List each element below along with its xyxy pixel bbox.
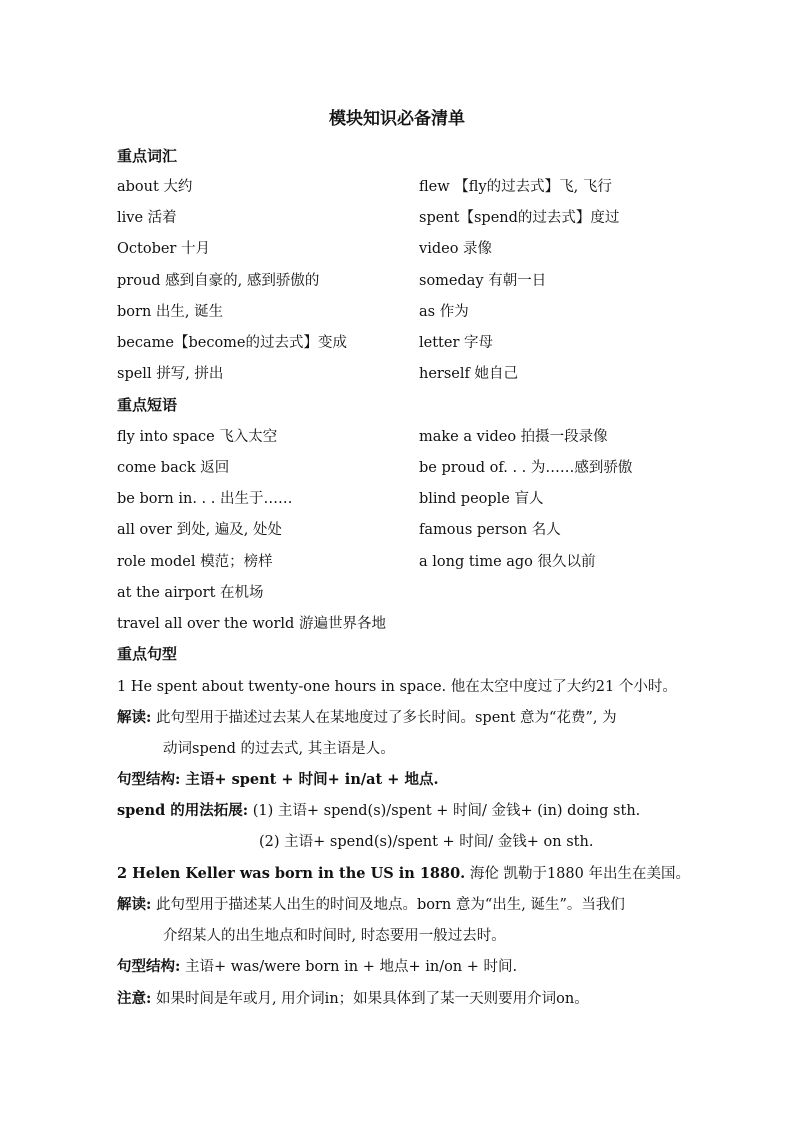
vocab-left: became【become的过去式】变成 bbox=[117, 335, 348, 351]
jiedu-text: 此句型用于描述过去某人在某地度过了多长时间。spent 意为“花费”, 为 bbox=[151, 710, 617, 726]
jiedu-text: 此句型用于描述某人出生的时间及地点。born 意为“出生, 诞生”。当我们 bbox=[151, 897, 625, 913]
vocab-row bbox=[117, 300, 677, 324]
phrase-row bbox=[117, 456, 677, 480]
vocab-row bbox=[117, 175, 677, 199]
page-title: 模块知识必备清单 bbox=[329, 109, 465, 129]
phrase-left: fly into space 飞入太空 bbox=[117, 429, 278, 445]
phrase-right: a long time ago 很久以前 bbox=[419, 554, 596, 570]
phrase-right: famous person 名人 bbox=[419, 522, 561, 538]
ext-item-1: (1) 主语+ spend(s)/spent + 时间/ 金钱+ (in) doing sth. bbox=[248, 803, 641, 819]
phrase-left: come back 返回 bbox=[117, 460, 230, 476]
vocab-right: herself 她自己 bbox=[419, 366, 518, 382]
spend-extension bbox=[117, 799, 687, 820]
struct-label: 句型结构: bbox=[117, 958, 181, 975]
sentence-2-en: 2 Helen Keller was born in the US in 1880. bbox=[117, 865, 466, 882]
sentence-2 bbox=[117, 862, 690, 883]
phrase-right: be proud of. . . 为……感到骄傲 bbox=[419, 460, 633, 476]
phrase-right: make a video 拍摄一段录像 bbox=[419, 429, 608, 445]
vocab-row bbox=[117, 237, 677, 261]
vocab-left: spell 拼写, 拼出 bbox=[117, 366, 224, 382]
sentence-1: 1 He spent about twenty-one hours in space. 他在太空中度过了大约21 个小时。 bbox=[117, 679, 677, 695]
jiedu-2 bbox=[117, 893, 687, 914]
vocab-right: someday 有朝一日 bbox=[419, 273, 547, 289]
ext-label: spend 的用法拓展: bbox=[117, 802, 249, 819]
phrase-left: role model 模范；榜样 bbox=[117, 554, 273, 570]
phrase-row bbox=[117, 612, 677, 636]
sentences-heading: 重点句型 bbox=[117, 645, 178, 663]
phrase-row bbox=[117, 487, 677, 511]
phrases-heading: 重点短语 bbox=[117, 396, 178, 414]
phrase-row bbox=[117, 581, 677, 605]
vocab-right: video 录像 bbox=[419, 241, 493, 257]
phrase-left: be born in. . . 出生于…… bbox=[117, 491, 293, 507]
jiedu-2-cont: 介绍某人的出生地点和时间时, 时态要用一般过去时。 bbox=[163, 928, 506, 944]
note-label: 注意: bbox=[117, 990, 152, 1007]
sentence-2-cn: 海伦 凯勒于1880 年出生在美国。 bbox=[465, 866, 690, 882]
phrase-left: all over 到处, 遍及, 处处 bbox=[117, 522, 283, 538]
jiedu-label: 解读: bbox=[117, 709, 152, 726]
vocab-left: proud 感到自豪的, 感到骄傲的 bbox=[117, 273, 320, 289]
jiedu-1 bbox=[117, 706, 687, 727]
phrase-left: at the airport 在机场 bbox=[117, 585, 264, 601]
vocab-right: as 作为 bbox=[419, 304, 469, 320]
jiedu-label: 解读: bbox=[117, 896, 152, 913]
vocab-row bbox=[117, 269, 677, 293]
vocab-row bbox=[117, 331, 677, 355]
vocab-right: letter 字母 bbox=[419, 335, 493, 351]
vocab-heading: 重点词汇 bbox=[117, 147, 178, 165]
phrase-row bbox=[117, 518, 677, 542]
phrase-row bbox=[117, 425, 677, 449]
vocab-left: live 活着 bbox=[117, 210, 177, 226]
jiedu-1-cont: 动词spend 的过去式, 其主语是人。 bbox=[163, 741, 395, 757]
structure-1: 句型结构: 主语+ spent + 时间+ in/at + 地点. bbox=[117, 771, 439, 788]
vocab-row bbox=[117, 362, 677, 386]
struct-text: 主语+ was/were born in + 地点+ in/on + 时间. bbox=[180, 959, 518, 975]
vocab-right: spent【spend的过去式】度过 bbox=[419, 210, 620, 226]
note-text: 如果时间是年或月, 用介词in；如果具体到了某一天则要用介词on。 bbox=[151, 991, 589, 1007]
note bbox=[117, 987, 687, 1008]
vocab-left: born 出生, 诞生 bbox=[117, 304, 224, 320]
ext-item-2: (2) 主语+ spend(s)/spent + 时间/ 金钱+ on sth. bbox=[259, 834, 594, 850]
structure-2 bbox=[117, 955, 687, 976]
vocab-left: about 大约 bbox=[117, 179, 193, 195]
phrase-left: travel all over the world 游遍世界各地 bbox=[117, 616, 386, 632]
phrase-row bbox=[117, 550, 677, 574]
vocab-row bbox=[117, 206, 677, 230]
vocab-right: flew 【fly的过去式】飞, 飞行 bbox=[419, 179, 612, 195]
vocab-left: October 十月 bbox=[117, 241, 210, 257]
phrase-right: blind people 盲人 bbox=[419, 491, 544, 507]
